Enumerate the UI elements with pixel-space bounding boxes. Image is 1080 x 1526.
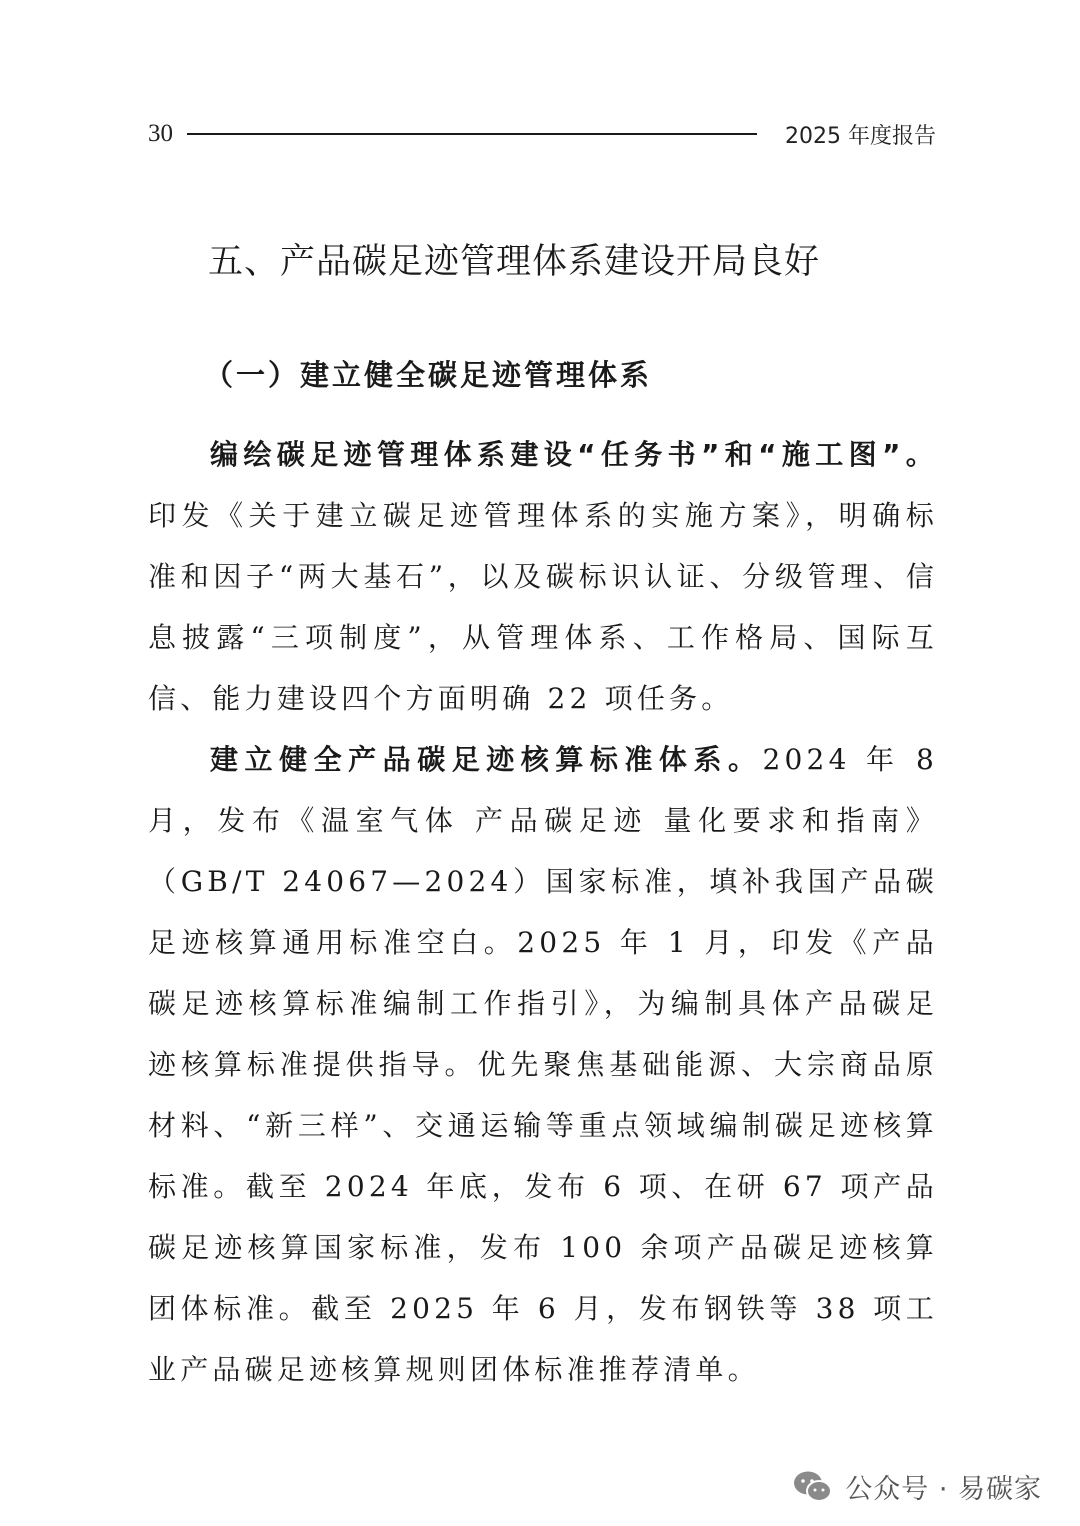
report-title: 2025 年度报告 <box>785 123 936 149</box>
paragraph-lead: 编绘碳足迹管理体系建设“任务书”和“施工图”。 <box>210 438 938 471</box>
paragraph-text: 印发《关于建立碳足迹管理体系的实施方案》，明确标准和因子“两大基石”，以及碳标识认证、分级管理、信息披露“三项制度”，从管理体系、工作格局、国际互信、能力建设四个方面明确 22 项任务。 <box>148 499 938 715</box>
page-header <box>148 118 934 150</box>
header-rule <box>187 133 757 135</box>
watermark-text: 公众号 · 易碳家 <box>845 1474 1042 1505</box>
paragraph-text: 2024 年 8 月，发布《温室气体 产品碳足迹 量化要求和指南》（GB/T 24067—2024）国家标准，填补我国产品碳足迹核算通用标准空白。2025 年 1 月，印发《产品碳足迹核算标准编制工作指引》，为编制具体产品碳足迹核算标准提供指导。优先聚焦基础能源、大宗商品原材料、“新三样”、交通运输等重点领域编制碳足迹核算标准。截至 2024 年底，发布 6 项、在研 67 项产品碳足迹核算国家标准，发布 100 余项产品碳足迹核算团体标准。截至 2025 年 6 月，发布钢铁等 38 项工业产品碳足迹核算规则团体标准推荐清单。 <box>148 743 939 1386</box>
paragraph-accounting-standards <box>148 729 938 1400</box>
paragraph-task-book <box>148 424 938 729</box>
page-content <box>148 232 938 1400</box>
section-heading: 五、产品碳足迹管理体系建设开局良好 <box>208 242 821 282</box>
page-number: 30 <box>148 120 173 147</box>
watermark <box>793 1467 1042 1506</box>
paragraph-lead: 建立健全产品碳足迹核算标准体系。 <box>210 743 763 776</box>
subsection-heading: （一）建立健全碳足迹管理体系 <box>204 358 653 392</box>
wechat-icon <box>793 1470 833 1504</box>
